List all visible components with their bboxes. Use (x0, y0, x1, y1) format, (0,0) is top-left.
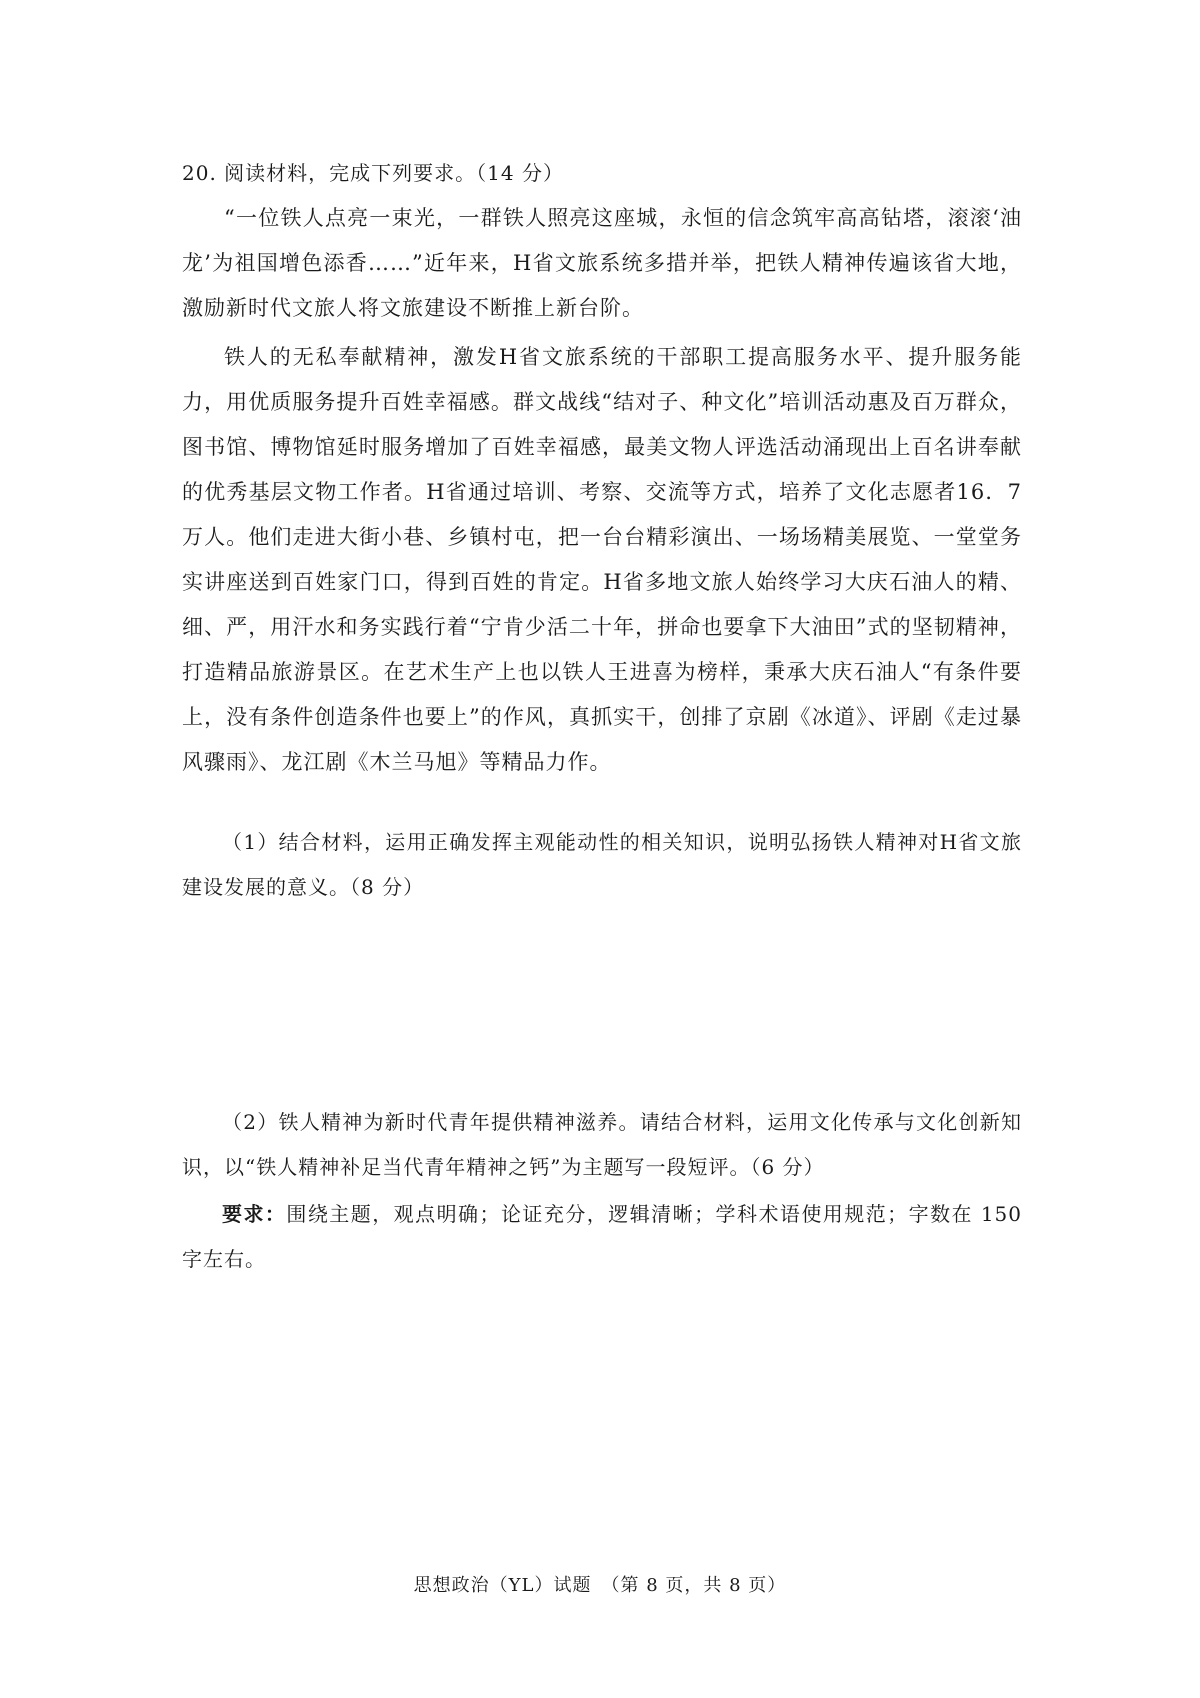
reading-material (182, 196, 1022, 785)
material-paragraph-2: 铁人的无私奉献精神，激发H省文旅系统的干部职工提高服务水平、提升服务能力，用优质服务提升百姓幸福感。群文战线“结对子、种文化”培训活动惠及百万群众，图书馆、博物馆延时服务增加了百姓幸福感，最美文物人评选活动涌现出上百名讲奉献的优秀基层文物工作者。H省通过培训、考察、交流等方式，培养了文化志愿者16．7万人。他们走进大街小巷、乡镇村屯，把一台台精彩演出、一场场精美展览、一堂堂务实讲座送到百姓家门口，得到百姓的肯定。H省多地文旅人始终学习大庆石油人的精、细、严，用汗水和务实践行着“宁肯少活二十年，拼命也要拿下大油田”式的坚韧精神，打造精品旅游景区。在艺术生产上也以铁人王进喜为榜样，秉承大庆石油人“有条件要上，没有条件创造条件也要上”的作风，真抓实干，创排了京剧《冰道》、评剧《走过暴风骤雨》、龙江剧《木兰马旭》等精品力作。 (182, 345, 1022, 774)
question-title: 20. 阅读材料，完成下列要求。（14 分） (182, 161, 564, 185)
requirement (182, 1192, 1022, 1282)
material-paragraph-1: “一位铁人点亮一束光，一群铁人照亮这座城，永恒的信念筑牢高高钻塔，滚滚‘油龙’为祖国增色添香……”近年来，H省文旅系统多措并举，把铁人精神传遍该省大地，激励新时代文旅人将文旅建设不断推上新台阶。 (182, 206, 1022, 320)
requirement-text: 围绕主题，观点明确；论证充分，逻辑清晰；学科术语使用规范；字数在 150 字左右。 (182, 1202, 1023, 1271)
page-footer: 思想政治（YL）试题 （第 8 页，共 8 页） (413, 1575, 787, 1596)
requirement-label: 要求： (222, 1202, 287, 1226)
sub-question-2: （2）铁人精神为新时代青年提供精神滋养。请结合材料，运用文化传承与文化创新知识，以“铁人精神补足当代青年精神之钙”为主题写一段短评。（6 分） (182, 1110, 1022, 1179)
sub-question-1: （1）结合材料，运用正确发挥主观能动性的相关知识，说明弘扬铁人精神对H省文旅建设发展的意义。（8 分） (182, 830, 1022, 899)
